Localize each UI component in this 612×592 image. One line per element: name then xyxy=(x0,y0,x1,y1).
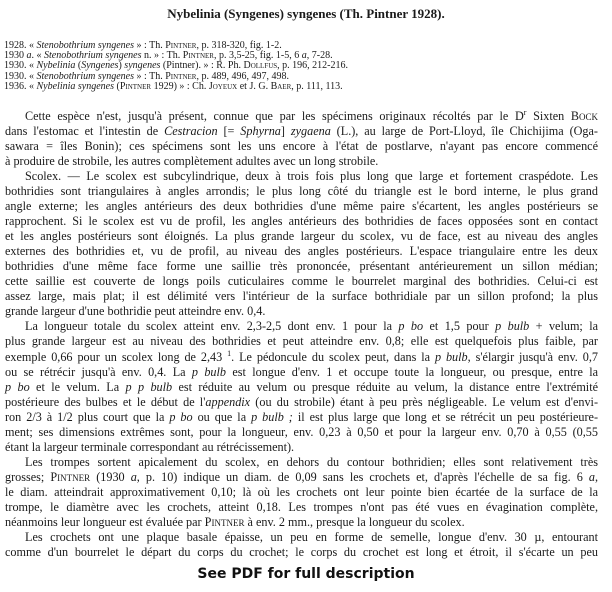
text-segment: Les trompes sortent apicalement du scolex, en dehors du contour bothridien; elles sont relativement très xyxy=(25,454,598,469)
text-segment: , p. 489, 496, 497, 498. xyxy=(196,70,289,82)
text-segment: assez large, mais plat; il est délimité vers l'intérieur de la surface bothridiale par un sillon profond; la plus xyxy=(5,289,598,304)
text-segment: zygaena xyxy=(290,124,331,139)
text-segment: , p. 196, 212-216. xyxy=(277,60,348,72)
text-segment: est réduite au velum ou presque réduite au velum, la distance entre l'extrémité xyxy=(172,379,598,394)
text-segment: postérieure des bulbes et le début de l' xyxy=(5,394,206,409)
text-segment: ( xyxy=(75,60,82,72)
text-segment: et le velum. La xyxy=(29,379,126,394)
text-segment: à produire de strobile, les autres complètement adultes avec un long strobile. xyxy=(5,154,379,169)
text-segment: p bulb xyxy=(191,364,226,379)
text-line xyxy=(5,425,598,440)
text-line xyxy=(5,500,598,515)
text-segment: est longue d'env. 1 et occupe toute la longueur, ou presque, entre la xyxy=(226,364,598,379)
reference-line xyxy=(4,82,564,92)
text-segment: bothridies sont triangulaires à angles arrondis; le plus long côté du triangle est le bord interne, le plus grand xyxy=(5,184,598,199)
text-segment: n. » : Th. xyxy=(141,50,183,62)
text-line xyxy=(5,395,598,410)
text-segment: , 7-28. xyxy=(306,50,333,62)
text-segment: rapprochent. Si le scolex est vu de profil, les angles antérieurs des bothridies de faces opposées sont en contact xyxy=(5,214,598,229)
text-line xyxy=(5,319,598,334)
text-line xyxy=(5,244,598,259)
text-segment: bothridies d'une même face forme une saillie très prononcée, présentant antérieurement un sillon médian; xyxy=(5,259,598,274)
text-line xyxy=(5,410,598,425)
text-segment: comme d'un bourrelet le départ du corps du crochet; le corps du crochet est long et étroit, il s'écarte un peu xyxy=(5,544,598,559)
text-segment: r xyxy=(523,107,527,117)
text-segment: ou se rétrécir jusqu'à env. 0,4. La xyxy=(5,364,192,379)
text-segment: (L.), au large de Port-Lloyd, île Chichijima (Oga- xyxy=(330,124,598,139)
text-line xyxy=(5,334,598,349)
text-segment: p bo xyxy=(169,409,193,424)
text-segment: grosses; xyxy=(5,469,51,484)
text-segment: p bo xyxy=(5,379,30,394)
text-segment: a xyxy=(301,50,307,62)
text-line xyxy=(5,109,598,124)
text-line xyxy=(5,470,598,485)
text-segment: 1930 xyxy=(4,50,27,62)
text-segment: externes des bothridies et, vu de profil, au niveau des angles postérieurs. L'espace triangulaire entre les deux xyxy=(5,244,598,259)
text-line xyxy=(5,485,598,500)
text-segment: Stenobothrium syngenes xyxy=(36,70,134,82)
text-segment: p bulb xyxy=(434,349,468,364)
text-segment: (1930 xyxy=(90,469,131,484)
text-segment: trompe, le diamètre avec les crochets, atteint 0,18. Les trompes n'ont pas été vues en évagination complète, xyxy=(5,499,598,514)
text-segment: » : Th. xyxy=(134,70,166,82)
text-line xyxy=(5,455,598,470)
text-line xyxy=(5,350,598,365)
text-line xyxy=(5,530,598,545)
text-segment: étant la largeur terminale correspondant au rétrécissement). xyxy=(5,439,295,454)
text-segment: ou que la xyxy=(192,409,252,424)
text-segment: appendix xyxy=(205,394,251,409)
text-segment: Cette espèce n'est, jusqu'à présent, connue que par les spécimens originaux récoltés par le D xyxy=(25,109,524,123)
text-segment: p bulb ; xyxy=(251,409,293,424)
text-segment: a xyxy=(588,469,595,484)
text-line xyxy=(5,365,598,380)
text-line xyxy=(5,154,598,169)
text-segment: Pintner xyxy=(204,514,245,529)
text-segment: et 1,5 pour xyxy=(423,319,496,334)
page-title: Nybelinia (Syngenes) syngenes (Th. Pintner 1928). xyxy=(167,6,445,21)
text-segment: néanmoins leur longueur est évaluée par xyxy=(5,514,205,529)
text-segment: + velum; la xyxy=(529,319,599,334)
text-segment: . « xyxy=(31,50,44,62)
text-segment: Pintner xyxy=(165,70,197,82)
text-segment: et J. G. xyxy=(237,80,271,92)
text-segment: 1930. « xyxy=(4,70,37,82)
text-segment: 1928. « xyxy=(4,40,37,51)
text-segment: dans l'estomac et l'intestin de xyxy=(5,124,165,139)
text-line xyxy=(5,139,598,154)
text-segment: angle externe; les angles antérieurs des deux bothridies d'une même paire s'écartent, les angles postérieurs se xyxy=(5,199,598,214)
text-segment: ron 2/3 à 1/2 plus court que la xyxy=(5,409,170,424)
text-segment: Pintner xyxy=(182,50,214,62)
text-segment: ( xyxy=(113,80,120,92)
description-body xyxy=(5,109,598,560)
text-line xyxy=(5,289,598,304)
text-segment: et les angles postérieurs sont éloignés. La plus grande largeur du scolex, vu de face, est au niveau des angles xyxy=(5,229,598,244)
text-segment: Scolex. — Le scolex est subcylindrique, deux à trois fois plus long que large et fortement craspédote. Les xyxy=(25,169,598,184)
text-segment: . Le pédoncule du scolex peut, dans la xyxy=(231,349,435,364)
text-segment: grande largeur d'une bothridie peut atteindre env. 0,4. xyxy=(5,304,266,319)
synonymy-references xyxy=(4,41,564,92)
text-segment: exemple 0,66 pour un scolex long de 2,43 xyxy=(5,349,228,364)
text-segment: La longueur totale du scolex atteint env. 2,3-2,5 dont env. 1 pour la xyxy=(25,319,399,334)
text-segment: » : Th. xyxy=(134,40,166,51)
text-segment: ) xyxy=(118,60,125,72)
text-segment: le diam. atteindrait approximativement 0,10; là où les crochets ont leur pointe bien écartée de la surface de la xyxy=(5,484,598,499)
text-line xyxy=(5,184,598,199)
text-line xyxy=(5,169,598,184)
text-line xyxy=(5,440,598,455)
text-line xyxy=(5,199,598,214)
text-line xyxy=(5,229,598,244)
text-segment: à env. 2 mm., presque la longueur du scolex. xyxy=(244,514,465,529)
text-line xyxy=(5,274,598,289)
see-pdf-notice: See PDF for full description xyxy=(197,566,415,582)
text-segment: , s'élargir jusqu'à env. 0,7 xyxy=(467,349,598,364)
text-line xyxy=(5,515,598,530)
text-segment: p bulb xyxy=(495,319,530,334)
text-line xyxy=(5,304,598,319)
text-segment: Baer xyxy=(270,80,292,92)
text-segment: , p. 3,5-25, fig. 1-5, 6 xyxy=(213,50,302,62)
text-segment: [= xyxy=(217,124,241,139)
text-segment: Nybelinia xyxy=(36,60,76,72)
text-segment: , p. 111, 113. xyxy=(291,80,343,92)
text-segment: p p bulb xyxy=(125,379,173,394)
text-segment: Pintner xyxy=(50,469,91,484)
text-segment: syngenes xyxy=(124,60,161,72)
text-segment: ] xyxy=(280,124,291,139)
text-segment: Pintner xyxy=(119,80,152,92)
text-segment: a xyxy=(130,469,137,484)
text-segment: a xyxy=(26,50,32,62)
text-segment: Joyeux xyxy=(208,80,238,92)
text-line xyxy=(5,214,598,229)
text-segment: 1929) » : Ch. xyxy=(151,80,209,92)
text-line xyxy=(5,380,598,395)
text-segment: Syngenes xyxy=(81,60,119,72)
text-line xyxy=(5,124,598,139)
text-segment: cette saillie est couverte de longs poils cuticulaires comme le bourrelet marginal des bothridies. Celui-ci est xyxy=(5,274,598,289)
text-segment: , p. 318-320, fig. 1-2. xyxy=(196,40,282,51)
text-segment: Stenobothrium syngenes xyxy=(44,50,142,62)
text-segment: Bock xyxy=(570,109,598,123)
text-segment: sawara = îles Bonin); ces spécimens sont les uns encore à l'état de postlarve, n'ayant pas encore commencé xyxy=(5,139,598,154)
text-segment: , xyxy=(594,469,598,484)
text-segment: (ou du strobile) étant à peu près négligeable. Le velum est d'envi- xyxy=(250,394,598,409)
text-segment: Cestracion xyxy=(164,124,218,139)
text-segment: 1936. « xyxy=(4,80,37,92)
text-segment: Stenobothrium syngenes xyxy=(36,40,134,51)
text-segment: 1930. « xyxy=(4,60,37,72)
text-segment: Sixten xyxy=(526,109,571,123)
text-segment: Pintner xyxy=(165,40,197,51)
text-segment: p bo xyxy=(398,319,424,334)
text-segment: Nybelinia syngenes xyxy=(36,80,114,92)
text-segment: Sphyrna xyxy=(240,124,281,139)
text-segment: il est plus large que long et se rétrécit un peu postérieure- xyxy=(292,409,598,424)
text-segment: Dollfus xyxy=(243,60,278,72)
text-line xyxy=(5,259,598,274)
text-line xyxy=(5,545,598,560)
text-segment: (Pintner). » : R. Ph. xyxy=(160,60,244,72)
text-segment: plus grande largeur est au niveau des bothridies et peut atteindre env. 0,8; elle est quelquefois plus faible, par xyxy=(5,334,598,349)
text-segment: , p. 10) indique un diam. de 0,09 sans les crochets et, d'après l'échelle de sa fig. 6 xyxy=(136,469,589,484)
text-segment: Les crochets ont une plaque basale épaisse, un peu en forme de semelle, longue d'env. 30 µ, entourant xyxy=(25,529,598,544)
text-segment: 1 xyxy=(227,348,232,358)
text-segment: ment; ses dimensions extrêmes sont, pour la longueur, env. 0,23 à 0,50 et pour la largeur env. 0,70 à 0,55 (0,55 xyxy=(5,424,598,439)
